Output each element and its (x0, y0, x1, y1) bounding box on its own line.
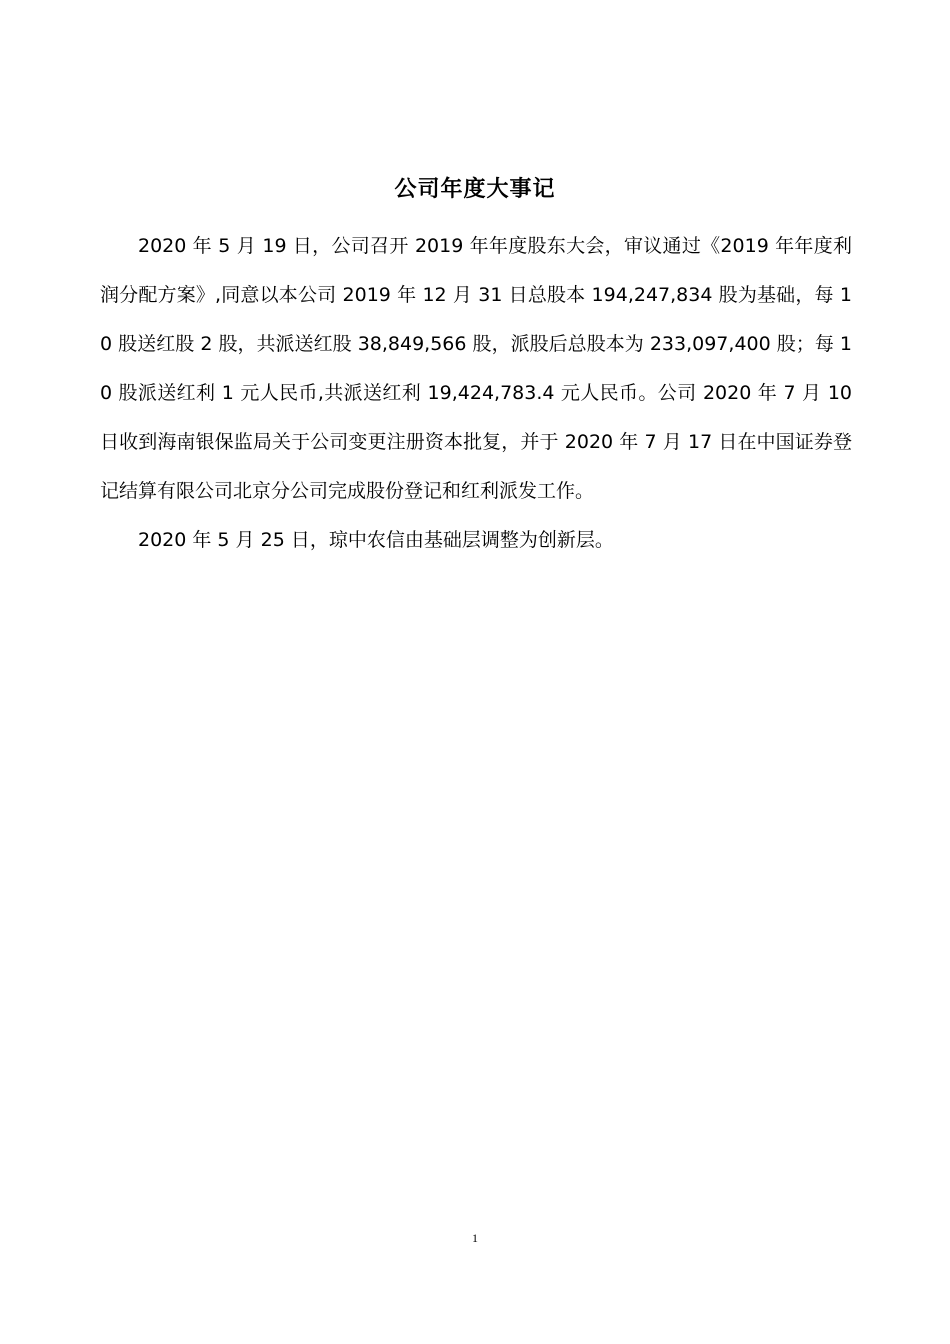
page-number: 1 (472, 1231, 478, 1245)
paragraph-dividend-plan: 2020 年 5 月 19 日，公司召开 2019 年年度股东大会，审议通过《2019 年年度利润分配方案》,同意以本公司 2019 年 12 月 31 日总股本 194,247,834 股为基础，每 10 股送红股 2 股，共派送红股 38,849,566 股，派股后总股本为 233,097,400 股；每 10 股派送红利 1 元人民币,共派送红利 19,424,783.4 元人民币。公司 2020 年 7 月 10 日收到海南银保监局关于公司变更注册资本批复，并于 2020 年 7 月 17 日在中国证券登记结算有限公司北京分公司完成股份登记和红利派发工作。 (100, 235, 852, 502)
document-body (100, 222, 852, 565)
page-title: 公司年度大事记 (394, 177, 556, 202)
paragraph-tier-adjustment: 2020 年 5 月 25 日，琼中农信由基础层调整为创新层。 (138, 529, 614, 551)
